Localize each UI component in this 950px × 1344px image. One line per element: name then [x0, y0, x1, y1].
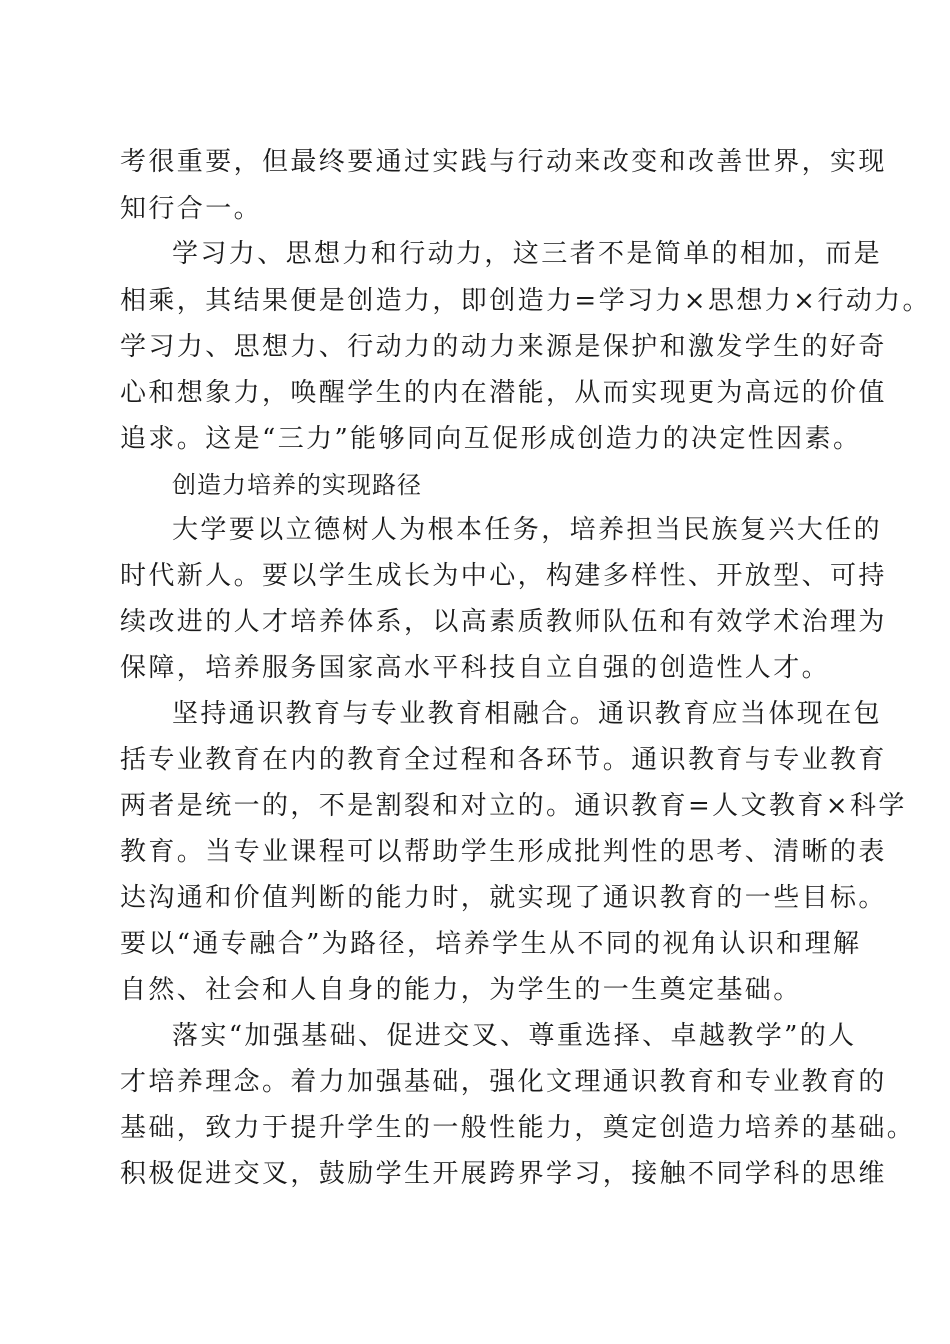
- text-line: 时代新人。要以学生成长为中心，构建多样性、开放型、可持: [120, 561, 887, 591]
- text-line: 括专业教育在内的教育全过程和各环节。通识教育与专业教育: [120, 745, 887, 775]
- paragraph-start-line: 学习力、思想力和行动力，这三者不是简单的相加，而是: [172, 239, 883, 269]
- text-line: 相乘，其结果便是创造力，即创造力=学习力×思想力×行动力。: [120, 286, 931, 316]
- text-line: 教育。当专业课程可以帮助学生形成批判性的思考、清晰的表: [120, 837, 887, 867]
- text-line: 追求。这是“三力”能够同向互促形成创造力的决定性因素。: [120, 424, 862, 454]
- text-line: 自然、社会和人自身的能力，为学生的一生奠定基础。: [120, 975, 802, 1005]
- text-line: 基础，致力于提升学生的一般性能力，奠定创造力培养的基础。: [120, 1113, 916, 1143]
- text-line: 续改进的人才培养体系，以高素质教师队伍和有效学术治理为: [120, 607, 887, 637]
- paragraph-start-line: 落实“加强基础、促进交叉、尊重选择、卓越教学”的人: [172, 1021, 857, 1051]
- text-line: 学习力、思想力、行动力的动力来源是保护和激发学生的好奇: [120, 332, 887, 362]
- section-heading: 创造力培养的实现路径: [172, 471, 422, 499]
- text-line: 考很重要，但最终要通过实践与行动来改变和改善世界，实现: [120, 147, 887, 177]
- text-line: 积极促进交叉，鼓励学生开展跨界学习，接触不同学科的思维: [120, 1159, 887, 1189]
- paragraph-start-line: 坚持通识教育与专业教育相融合。通识教育应当体现在包: [172, 699, 883, 729]
- text-line: 要以“通专融合”为路径，培养学生从不同的视角认识和理解: [120, 929, 862, 959]
- text-line: 才培养理念。着力加强基础，强化文理通识教育和专业教育的: [120, 1067, 887, 1097]
- text-line: 两者是统一的，不是割裂和对立的。通识教育=人文教育×科学: [120, 791, 907, 821]
- text-line: 知行合一。: [120, 194, 263, 224]
- text-line: 保障，培养服务国家高水平科技自立自强的创造性人才。: [120, 653, 831, 683]
- text-line: 达沟通和价值判断的能力时，就实现了通识教育的一些目标。: [120, 883, 887, 913]
- paragraph-start-line: 大学要以立德树人为根本任务，培养担当民族复兴大任的: [172, 515, 883, 545]
- text-line: 心和想象力，唤醒学生的内在潜能，从而实现更为高远的价值: [120, 378, 887, 408]
